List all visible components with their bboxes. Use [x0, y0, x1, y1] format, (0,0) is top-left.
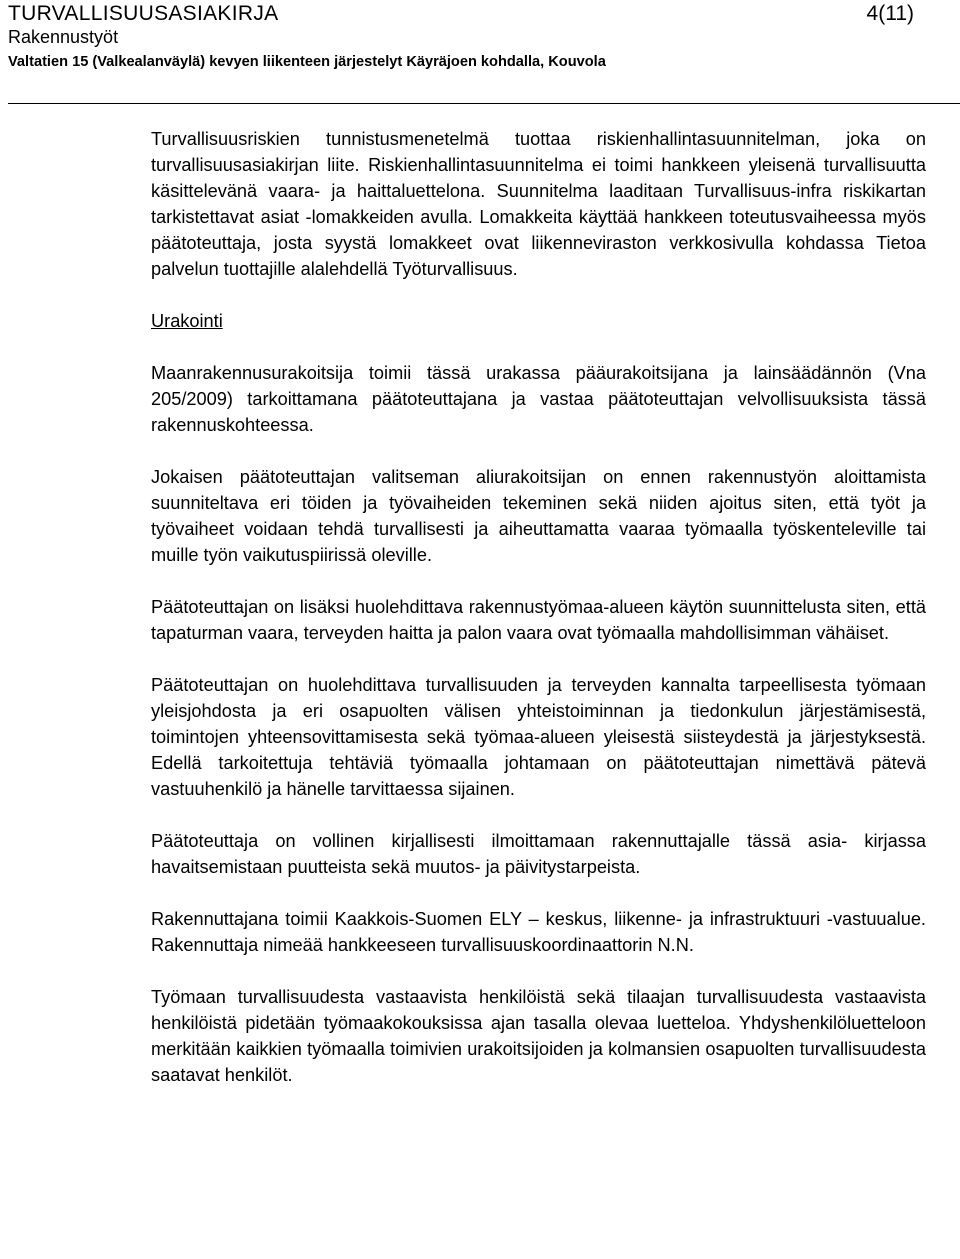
- paragraph-site-management: Päätoteuttajan on huolehdittava turvallisuuden ja terveyden kannalta tarpeellisesta työmaan yleisjohdosta ja eri osapuolten välisen yhteistoiminnan ja tiedonkulun järjestämisestä, toimintojen yhteensovittamisesta sekä työmaa-alueen yleisestä siisteydestä ja järjestyksestä. Edellä tarkoitettuja tehtäviä työmaalla johtamaan on päätoteuttajan nimettävä pätevä vastuuhenkilö ja hänelle tarvittaessa sijainen.: [151, 675, 926, 799]
- project-name: Valtatien 15 (Valkealanväylä) kevyen liikenteen järjestelyt Käyräjoen kohdalla, Kouvola: [8, 54, 606, 70]
- document-subtitle: Rakennustyöt: [8, 27, 119, 47]
- document-title: TURVALLISUUSASIAKIRJA: [8, 2, 279, 25]
- document-body: [151, 126, 926, 1088]
- section-heading-urakointi: Urakointi: [151, 311, 223, 331]
- paragraph-reporting-duty: Päätoteuttaja on vollinen kirjallisesti ilmoittamaan rakennuttajalle tässä asia- kirjassa havaitsemistaan puutteista sekä muutos- ja päivitystarpeista.: [151, 831, 926, 877]
- paragraph-main-contractor: Maanrakennusurakoitsija toimii tässä urakassa pääurakoitsijana ja lainsäädännön (Vna 205/2009) tarkoittamana päätoteuttajana ja vastaa päätoteuttajan velvollisuuksista tässä rakennuskohteessa.: [151, 363, 926, 435]
- paragraph-subcontractor-planning: Jokaisen päätoteuttajan valitseman aliurakoitsijan on ennen rakennustyön aloittamista suunniteltava eri töiden ja työvaiheiden tekeminen sekä niiden ajoitus siten, että työt ja työvaiheet voidaan tehdä turvallisesti ja aiheuttamatta vaaraa työmaalla työskenteleville tai muille työn vaikutuspiirissä oleville.: [151, 467, 926, 565]
- paragraph-contact-list: Työmaan turvallisuudesta vastaavista henkilöistä sekä tilaajan turvallisuudesta vastaavista henkilöistä pidetään työmaakokouksissa ajan tasalla olevaa luetteloa. Yhdyshenkilöluetteloon merkitään kaikkien työmaalla toimivien urakoitsijoiden ja kolmansien osapuolten turvallisuudesta saatavat henkilöt.: [151, 987, 926, 1085]
- paragraph-site-use-planning: Päätoteuttajan on lisäksi huolehdittava rakennustyömaa-alueen käytön suunnittelusta siten, että tapaturman vaara, terveyden haitta ja palon vaara ovat työmaalla mahdollisimman vähäiset.: [151, 597, 926, 643]
- intro-paragraph: Turvallisuusriskien tunnistusmenetelmä tuottaa riskienhallintasuunnitelman, joka on turvallisuusasiakirjan liite. Riskienhallintasuunnitelma ei toimi hankkeen yleisenä turvallisuutta käsittelevänä vaara- ja haittaluettelona. Suunnitelma laaditaan Turvallisuus-infra riskikartan tarkistettavat asiat -lomakkeiden avulla. Lomakkeita käyttää hankkeen toteutusvaiheessa myös päätoteuttaja, josta syystä lomakkeet ovat liikenneviraston verkkosivulla kohdassa Tietoa palvelun tuottajille alalehdellä Työturvallisuus.: [151, 129, 926, 279]
- header-divider: [8, 103, 960, 104]
- paragraph-developer: Rakennuttajana toimii Kaakkois-Suomen ELY – keskus, liikenne- ja infrastruktuuri -vastuualue. Rakennuttaja nimeää hankkeeseen turvallisuuskoordinaattorin N.N.: [151, 909, 926, 955]
- page-number: 4(11): [866, 2, 914, 25]
